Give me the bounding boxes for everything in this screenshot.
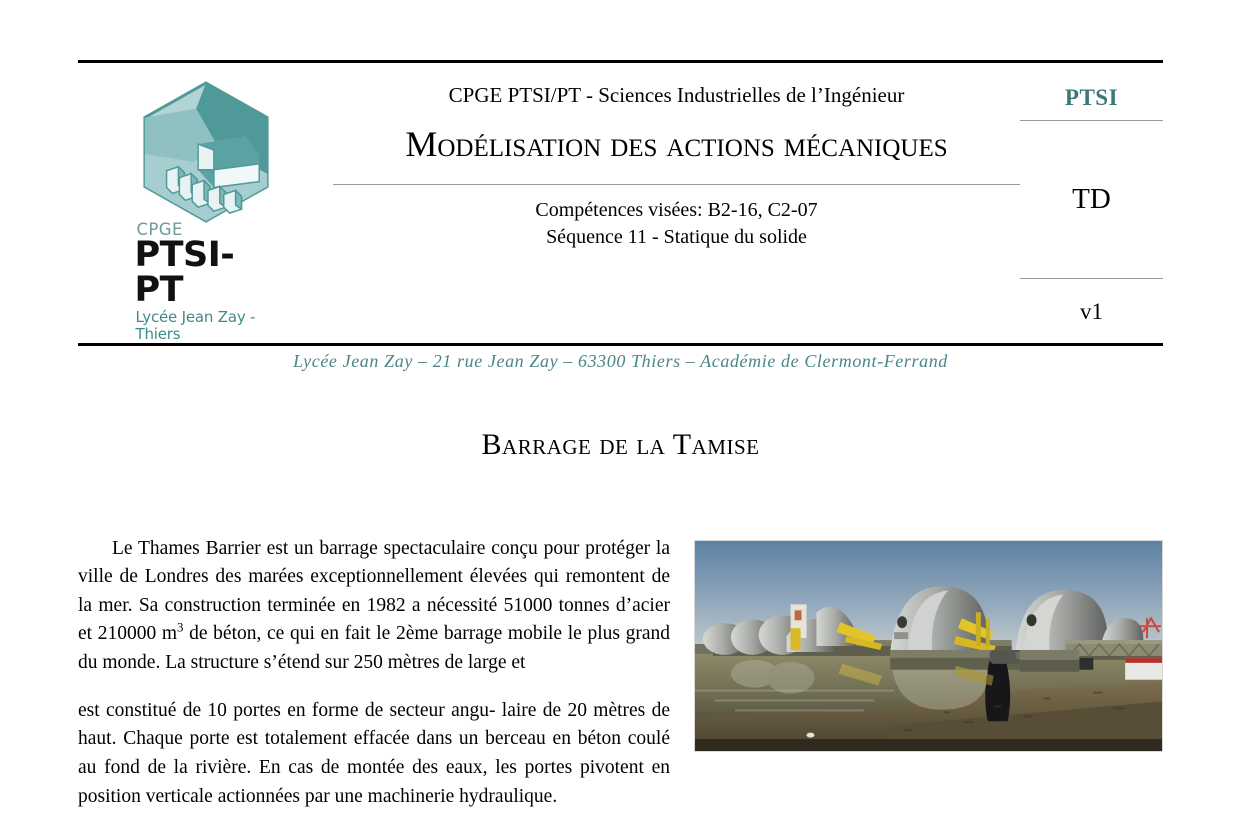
header-version: v1 [1080,299,1103,325]
header-competences [333,185,1020,266]
logo-school-label: Lycée Jean Zay - Thiers [135,307,256,344]
thames-barrier-photo [694,540,1163,752]
thames-barrier-image [695,541,1162,751]
paragraph-details: est constitué de 10 portes en forme de secteur angu- laire de 20 mètres de haut. Chaque porte est totalement effacée dans un berceau en béton coulé au fond de la rivière. En cas de montée des eaux, les portes pivotent en position verticale actionnées par une machinerie hydraulique. [78,699,670,807]
paragraph-with-figure [78,535,1163,812]
header-filiere-badge: PTSI [1064,84,1119,110]
header-right-column [1020,63,1163,344]
document-content [78,515,1163,831]
paragraph-intro-superscript: 3 [177,620,184,635]
logo-name-label: PTSI-PT [134,234,235,310]
header-subject: CPGE PTSI/PT - Sciences Industrielles de l’Ingénieur [448,82,905,107]
document-header [78,60,1163,372]
competences-line: Compétences visées: B2-16, C2-07 [535,198,818,221]
page-title: Barrage de la Tamise [481,428,760,461]
header-grid [78,63,1163,344]
header-address: Lycée Jean Zay – 21 rue Jean Zay – 63300 Thiers – Académie de Clermont-Ferrand [293,350,948,371]
header-title: Modélisation des actions mécaniques [405,123,948,164]
header-center-column [333,63,1020,344]
hexagon-logo-icon [137,79,275,225]
header-logo-column [78,63,333,344]
paragraph-intro-text-b: de béton, ce qui en fait le 2ème barrage mobile le plus grand du monde. La structure s’étend sur 250 mètres de large et [78,623,671,673]
header-doc-type: TD [1072,182,1111,215]
logo-cpge-label: CPGE [136,219,183,239]
sequence-line: Séquence 11 - Statique du solide [546,226,807,249]
school-logo [131,79,281,344]
paragraph-intro-text-a: Le Thames Barrier est un barrage spectaculaire conçu pour protéger la ville de Londres des marées exceptionnellement élevées qui remontent de la mer. Sa construction terminée en 1982 a nécessité 51000 tonnes d’acier et 210000 m [78,537,670,645]
